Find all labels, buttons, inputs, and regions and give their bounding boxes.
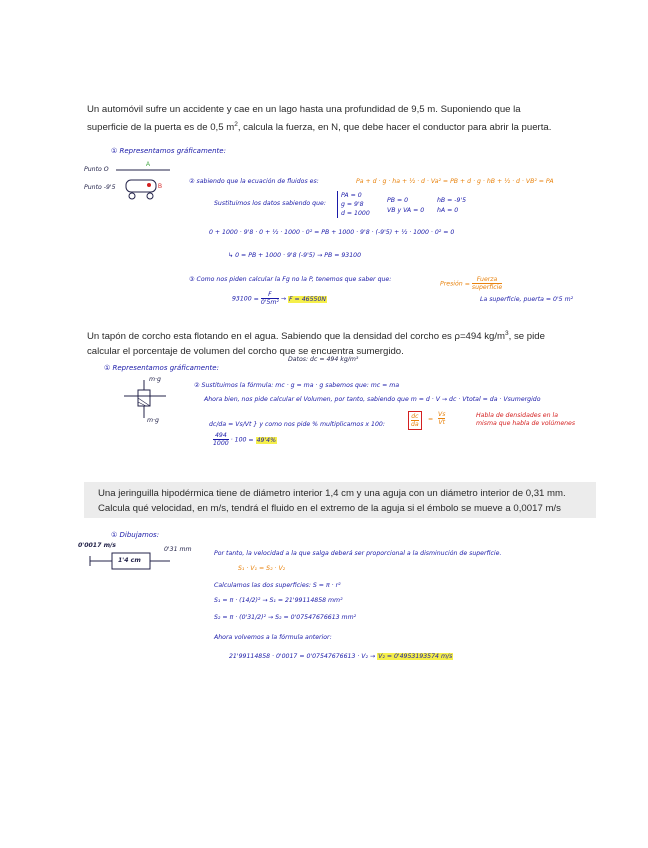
force-num: F xyxy=(261,291,279,299)
conditions-col1 xyxy=(337,191,370,218)
problem2-line-a: Un tapón de corcho esta flotando en el agua. Sabiendo que la densidad del corcho es ρ=494 $kg/m^3$, se pide xyxy=(87,330,545,343)
cork-top-label: m·g xyxy=(149,376,161,383)
cond-ha: hA = 0 xyxy=(437,207,459,214)
mark-a: A xyxy=(146,162,151,168)
problem3-line6: Ahora volvemos a la fórmula anterior: xyxy=(214,634,332,641)
pb-result: PB = 93100 xyxy=(324,252,362,259)
step2-intro: ② sabiendo que la ecuación de fluidos es: xyxy=(189,178,319,185)
cork-diagram xyxy=(120,376,170,426)
box-r-den: Vt xyxy=(438,419,446,426)
cond-hb: hB = -9'5 xyxy=(437,197,467,204)
problem3-line1: Por tanto, la velocidad a la que salga deberá ser proporcional a la disminución de superficie. xyxy=(214,550,502,557)
cond-v: VB y VA = 0 xyxy=(387,207,425,214)
problem3-line-a: Una jeringuilla hipodérmica tiene de diámetro interior 1,4 cm y una aguja con un diámetro interior de 0,31 mm. xyxy=(98,488,566,499)
problem3-line7: 21'99114858 · 0'0017 = 0'07547676613 · V₂ → V₂ = 0'4953193574 m/s xyxy=(229,653,453,660)
problem3-statement xyxy=(98,486,594,516)
box-den: da xyxy=(411,421,419,428)
substitute-text: Sustituimos los datos sabiendo que: xyxy=(214,200,326,207)
problem2-statement xyxy=(87,326,587,359)
problem2-step-line2: Ahora bien, nos pide calcular el Volumen, por tanto, sabiendo que m = d · V → dc · Vtotal = da · Vsumergido xyxy=(204,396,541,403)
final-num: 494 xyxy=(214,432,227,439)
problem3-line4: S₁ = π · (14/2)² → S₁ = 21'99114858 mm² xyxy=(214,597,343,604)
ratio-equation: dc/da = Vs/Vt } y como nos pide % multiplicamos x 100: xyxy=(209,421,385,428)
fraction-den: superficie xyxy=(471,284,503,291)
box-equals: = xyxy=(428,416,434,423)
final-result: 49'4% xyxy=(256,436,276,444)
problem1-statement xyxy=(87,102,587,135)
cond-d: d = 1000 xyxy=(341,210,370,217)
force-result: F = 46550N xyxy=(289,295,327,303)
final-den: 1000 xyxy=(213,440,229,447)
problem3-line3: Calculamos las dos superficies: S = π · r² xyxy=(214,582,341,589)
step3-intro: ③ Como nos piden calcular la Fg no la P, tenemos que saber que: xyxy=(189,276,392,283)
density-note: Habla de densidades en la misma que habla de volúmenes xyxy=(476,412,576,427)
problem1-line-b: superficie de la puerta es de 0,5 $m^2$, calcula la fuerza, en N, que debe hacer el conductor para abrir la puerta. xyxy=(87,121,552,134)
cond-pb: PB = 0 xyxy=(387,197,409,204)
problem3-section-title: ① Dibujamos: xyxy=(111,531,160,539)
car-lake-diagram xyxy=(114,158,174,206)
cork-bottom-label: m·g xyxy=(147,417,159,424)
problem2-step-intro: ② Sustituimos la fórmula: mc · g = ma · g sabemos que: mc = ma xyxy=(194,382,400,389)
cond-g: g = 9'8 xyxy=(341,201,364,208)
force-den: 0'5m² xyxy=(260,299,279,306)
problem2-line-b: calcular el porcentaje de volumen del corcho que se encuentra sumergido. xyxy=(87,346,404,358)
surface-note: La superficie, puerta = 0'5 m² xyxy=(480,296,574,303)
box-r-num: Vs xyxy=(438,411,446,418)
final-calculation: $\frac{494}{1000}$ · 100 = 49'4% xyxy=(213,432,276,447)
problem2-datos: Datos: dc = 494 kg/m³ xyxy=(288,356,359,363)
conditions-col2 xyxy=(387,196,424,216)
force-equation: 93100 = $\frac{F}{\text{0'5m²}}$ → F = 46550N xyxy=(232,291,327,306)
density-box xyxy=(408,411,422,430)
problem1-line-a: Un automóvil sufre un accidente y cae en un lago hasta una profundidad de 9,5 m. Suponiendo que la xyxy=(87,104,521,115)
box-right xyxy=(438,411,445,426)
point95-label: Punto -9'5 xyxy=(84,184,116,191)
problem3-line-b: Calcula qué velocidad, en m/s, tendrá el fluido en el extremo de la aguja si el émbolo se mueve a 0,0017 m/s xyxy=(98,503,561,514)
conditions-col3 xyxy=(437,196,466,216)
fraction-num: Fuerza xyxy=(472,276,502,284)
equation-2: ↳ 0 = PB + 1000 · 9'8 (-9'5) → PB = 93100 xyxy=(228,252,362,259)
point0-label: Punto O xyxy=(84,166,109,173)
problem3-line2: S₁ · V₁ = S₂ · V₂ xyxy=(238,565,286,572)
box-num: dc xyxy=(411,413,419,420)
syringe-needle: 0'31 mm xyxy=(164,546,192,553)
syringe-velocity: 0'0017 m/s xyxy=(78,542,116,549)
problem2-section-title: ① Representamos gráficamente: xyxy=(104,364,219,372)
syringe-diameter: 1'4 cm xyxy=(118,557,141,564)
bernoulli-equation: Pa + d · g · ha + ½ · d · Va² = PB + d · g · hB + ½ · d · VB² = PA xyxy=(356,178,554,185)
problem1-section-title: ① Representamos gráficamente: xyxy=(111,147,226,155)
mark-b: B xyxy=(158,184,163,190)
equation-1: 0 + 1000 · 9'8 · 0 + ½ · 1000 · 0² = PB + 1000 · 9'8 · (-9'5) + ½ · 1000 · 0² = 0 xyxy=(209,229,455,236)
cond-pa: PA = 0 xyxy=(341,192,362,199)
problem3-result: V₂ = 0'4953193574 m/s xyxy=(378,653,453,660)
pressure-formula: Presión = Fuerza superficie xyxy=(440,276,503,291)
problem3-line5: S₂ = π · (0'31/2)² → S₂ = 0'07547676613 mm² xyxy=(214,614,357,621)
